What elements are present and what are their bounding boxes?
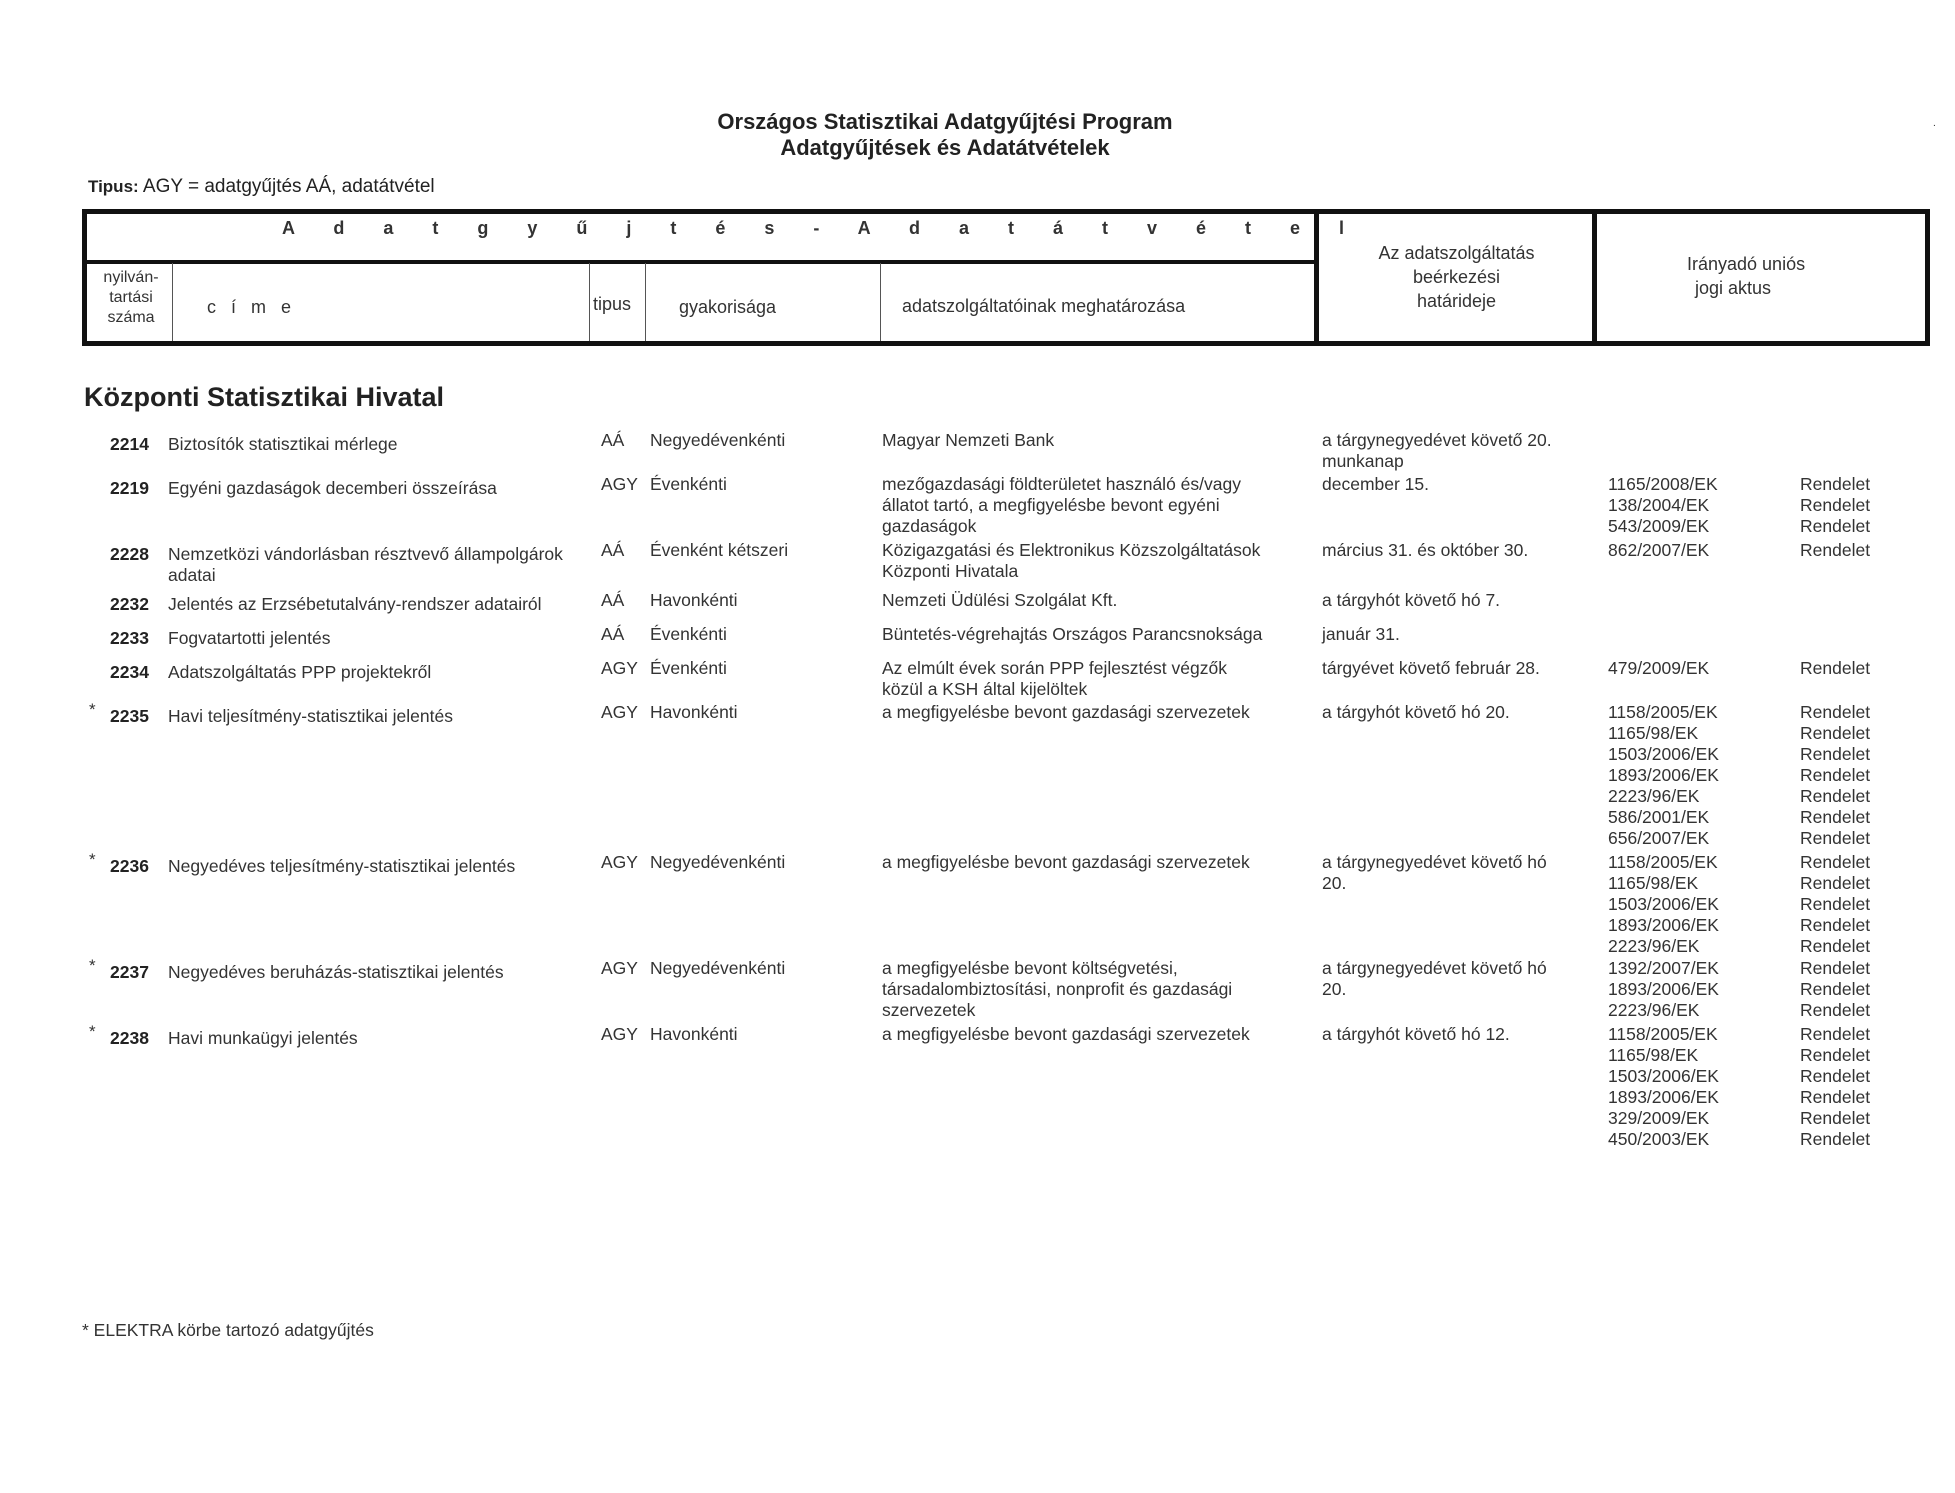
row-frequency: Havonkénti <box>650 702 738 722</box>
row-eu-acts: 479/2009/EK <box>1608 658 1710 678</box>
row-deadline: a tárgynegyedévet követő 20. munkanap <box>1322 430 1552 471</box>
row-title: Havi teljesítmény-statisztikai jelentés <box>168 706 453 726</box>
row-type: AÁ <box>601 430 625 450</box>
row-deadline: március 31. és október 30. <box>1322 540 1529 560</box>
row-providers: mezőgazdasági földterületet használó és/vagy állatot tartó, a megfigyelésbe bevont egyéni gazdaságok <box>882 474 1241 536</box>
row-frequency: Negyedévenkénti <box>650 852 786 872</box>
row-frequency: Évenkénti <box>650 624 727 644</box>
col-tipus: tipus <box>593 294 632 314</box>
stray-mark: . <box>1933 118 1936 129</box>
row-providers: Közigazgatási és Elektronikus Közszolgáltatások Központi Hivatala <box>882 540 1261 581</box>
row-frequency: Évenkénti <box>650 474 727 494</box>
row-eu-acts: 1158/2005/EK 1165/98/EK 1503/2006/EK 1893/2006/EK 2223/96/EK <box>1608 852 1719 956</box>
row-number: 2234 <box>110 662 149 682</box>
row-deadline: január 31. <box>1322 624 1400 644</box>
row-providers: Büntetés-végrehajtás Országos Parancsnoksága <box>882 624 1263 644</box>
col-adatszolg: adatszolgáltatóinak meghatározása <box>902 296 1186 316</box>
row-providers: a megfigyelésbe bevont gazdasági szervezetek <box>882 702 1250 722</box>
row-title: Negyedéves teljesítmény-statisztikai jelentés <box>168 856 516 876</box>
row-deadline: december 15. <box>1322 474 1430 494</box>
elektra-marker: * <box>89 1022 96 1041</box>
row-deadline: a tárgyhót követő hó 20. <box>1322 702 1510 722</box>
row-number: 2235 <box>110 706 149 726</box>
row-number: 2214 <box>110 434 149 454</box>
row-act-kind: Rendelet <box>1800 540 1871 560</box>
row-act-kind: Rendelet Rendelet Rendelet <box>1800 958 1871 1020</box>
section-title: Központi Statisztikai Hivatal <box>84 382 445 412</box>
row-deadline: a tárgyhót követő hó 12. <box>1322 1024 1510 1044</box>
row-title: Egyéni gazdaságok decemberi összeírása <box>168 478 497 498</box>
row-providers: Magyar Nemzeti Bank <box>882 430 1055 450</box>
elektra-marker: * <box>89 956 96 975</box>
row-eu-acts: 1158/2005/EK 1165/98/EK 1503/2006/EK 1893/2006/EK 2223/96/EK 586/2001/EK 656/2007/EK <box>1608 702 1719 848</box>
row-providers: a megfigyelésbe bevont költségvetési, társadalombiztosítási, nonprofit és gazdasági szervezetek <box>882 958 1233 1020</box>
row-type: AGY <box>601 702 638 722</box>
row-title: Biztosítók statisztikai mérlege <box>168 434 398 454</box>
row-type: AGY <box>601 658 638 678</box>
col-nyilvan: nyilván- tartási száma <box>103 269 159 326</box>
tipus-legend <box>88 176 435 198</box>
col-unios: Irányadó uniós jogi aktus <box>1687 254 1806 298</box>
row-providers: a megfigyelésbe bevont gazdasági szervezetek <box>882 852 1250 872</box>
row-act-kind: Rendelet <box>1800 658 1871 678</box>
row-eu-acts: 1165/2008/EK 138/2004/EK 543/2009/EK <box>1608 474 1718 536</box>
row-number: 2228 <box>110 544 149 564</box>
row-providers: Az elmúlt évek során PPP fejlesztést végzők közül a KSH által kijelöltek <box>882 658 1227 699</box>
footnote: * ELEKTRA körbe tartozó adatgyűjtés <box>82 1320 374 1340</box>
row-act-kind: Rendelet Rendelet Rendelet Rendelet Rendelet Rendelet Rendelet <box>1800 702 1871 848</box>
row-type: AÁ <box>601 540 625 560</box>
row-deadline: a tárgynegyedévet követő hó 20. <box>1322 958 1547 999</box>
row-act-kind: Rendelet Rendelet Rendelet Rendelet Rendelet <box>1800 852 1871 956</box>
row-eu-acts: 862/2007/EK <box>1608 540 1710 560</box>
row-eu-acts: 1392/2007/EK 1893/2006/EK 2223/96/EK <box>1608 958 1719 1020</box>
row-deadline: a tárgynegyedévet követő hó 20. <box>1322 852 1547 893</box>
row-frequency: Évenkénti <box>650 658 727 678</box>
page-subtitle: Adatgyűjtések és Adatátvételek <box>780 135 1110 160</box>
row-frequency: Negyedévenkénti <box>650 958 786 978</box>
table-header <box>82 209 1930 346</box>
row-title: Fogvatartotti jelentés <box>168 628 331 648</box>
tipus-label: Tipus: <box>88 177 139 196</box>
row-type: AGY <box>601 958 638 978</box>
row-frequency: Havonkénti <box>650 1024 738 1044</box>
row-type: AGY <box>601 474 638 494</box>
row-title: Havi munkaügyi jelentés <box>168 1028 358 1048</box>
row-number: 2238 <box>110 1028 149 1048</box>
elektra-marker: * <box>89 850 96 869</box>
row-providers: Nemzeti Üdülési Szolgálat Kft. <box>882 590 1118 610</box>
row-number: 2236 <box>110 856 149 876</box>
row-frequency: Évenként kétszeri <box>650 540 789 560</box>
row-type: AÁ <box>601 590 625 610</box>
row-type: AÁ <box>601 624 625 644</box>
row-number: 2232 <box>110 594 149 614</box>
row-title: Nemzetközi vándorlásban résztvevő állampolgárok adatai <box>168 544 563 585</box>
row-frequency: Negyedévenkénti <box>650 430 786 450</box>
col-gyakorisaga: gyakorisága <box>679 297 777 317</box>
row-title: Jelentés az Erzsébetutalvány-rendszer adatairól <box>168 594 542 614</box>
row-title: Negyedéves beruházás-statisztikai jelentés <box>168 962 504 982</box>
row-act-kind: Rendelet Rendelet Rendelet Rendelet Rendelet Rendelet <box>1800 1024 1871 1149</box>
tipus-text: AGY = adatgyűjtés AÁ, adatátvétel <box>142 176 435 197</box>
row-providers: a megfigyelésbe bevont gazdasági szervezetek <box>882 1024 1250 1044</box>
row-eu-acts: 1158/2005/EK 1165/98/EK 1503/2006/EK 1893/2006/EK 329/2009/EK 450/2003/EK <box>1608 1024 1719 1149</box>
row-title: Adatszolgáltatás PPP projektekről <box>168 662 432 682</box>
row-act-kind: Rendelet Rendelet Rendelet <box>1800 474 1871 536</box>
row-number: 2233 <box>110 628 149 648</box>
row-type: AGY <box>601 1024 638 1044</box>
row-deadline: a tárgyhót követő hó 7. <box>1322 590 1501 610</box>
page-title: Országos Statisztikai Adatgyűjtési Program <box>717 109 1173 134</box>
col-hatarido: Az adatszolgáltatás beérkezési határideje <box>1378 243 1535 311</box>
row-number: 2219 <box>110 478 149 498</box>
elektra-marker: * <box>89 700 96 719</box>
table-banner: A d a t g y ű j t é s - A d a t á t v é t e l <box>282 218 1362 238</box>
col-cime: c í m e <box>207 297 297 317</box>
row-deadline: tárgyévet követő február 28. <box>1322 658 1540 678</box>
row-number: 2237 <box>110 962 149 982</box>
row-type: AGY <box>601 852 638 872</box>
row-frequency: Havonkénti <box>650 590 738 610</box>
